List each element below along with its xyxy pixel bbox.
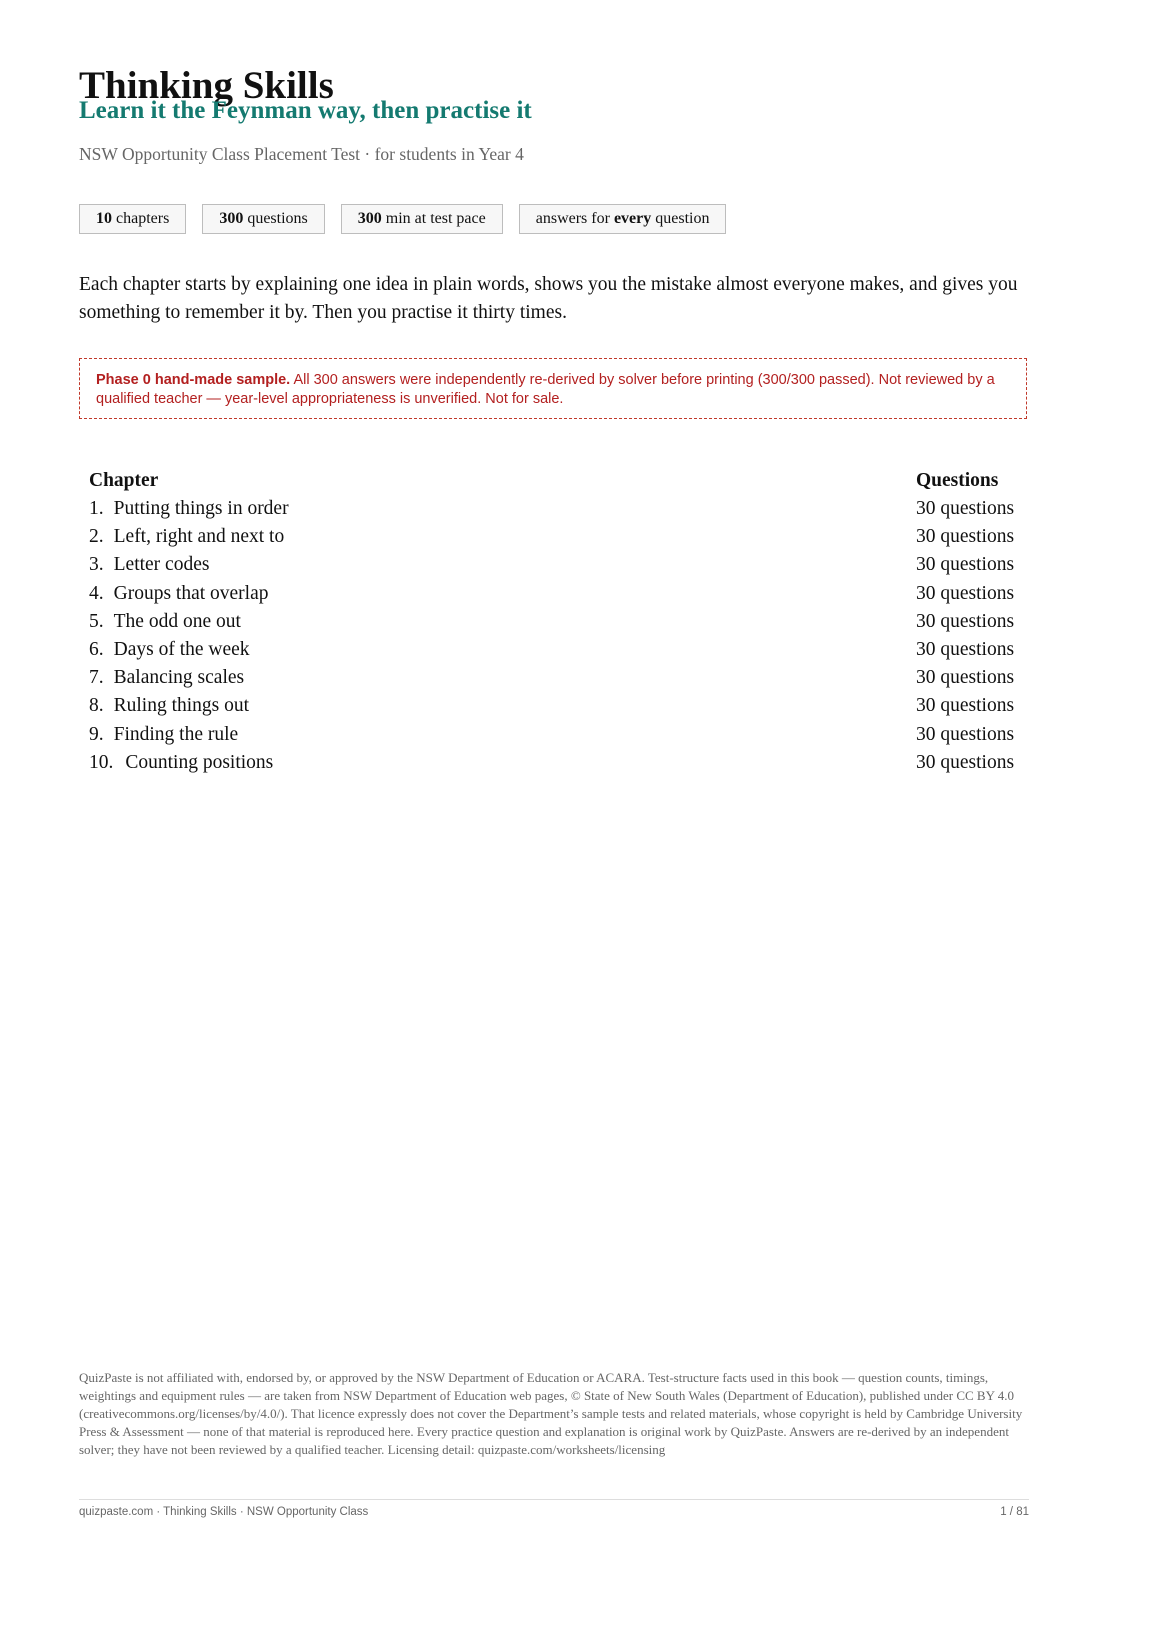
chapter-number: 8. (89, 695, 104, 717)
chapter-row (89, 495, 1020, 523)
chapter-entry (89, 664, 244, 692)
chapter-entry (89, 551, 209, 579)
chapter-title: Ruling things out (113, 695, 250, 717)
page-subtitle: Learn it the Feynman way, then practise it (79, 97, 532, 124)
chapter-entry (89, 608, 241, 636)
stat-chapters-value: 10 (96, 210, 112, 227)
chapter-row (89, 692, 1020, 720)
chapter-question-count: 30 questions (916, 610, 1015, 632)
chapter-number: 3. (89, 554, 104, 576)
chapter-row (89, 749, 1020, 777)
chapter-entry (89, 721, 238, 749)
stat-chapters-label: chapters (112, 210, 170, 227)
stat-answers-after: question (651, 210, 710, 227)
page-number: 1 / 81 (1000, 1506, 1029, 1518)
chapter-entry (89, 523, 284, 551)
chapter-entry (89, 495, 289, 523)
chapter-row (89, 608, 1020, 636)
chapter-title: Putting things in order (113, 498, 289, 519)
chapter-question-count: 30 questions (916, 526, 1015, 548)
chapter-number: 7. (89, 667, 104, 689)
chapter-title: Letter codes (113, 554, 210, 576)
stat-answers (519, 204, 727, 234)
stat-chapters (79, 204, 186, 234)
stat-questions-label: questions (243, 210, 308, 227)
tagline: NSW Opportunity Class Placement Test · for students in Year 4 (79, 144, 524, 164)
notice-text: All 300 answers were independently re-derived by solver before printing (300/300 passed). Not reviewed by a qualified teacher — year-level appropriateness is unverified. Not for sale. (96, 372, 995, 407)
chapter-title: Finding the rule (113, 723, 239, 745)
chapter-question-count: 30 questions (916, 554, 1015, 576)
chapter-entry (89, 692, 249, 720)
stat-questions (202, 204, 324, 234)
intro-paragraph: Each chapter starts by explaining one idea in plain words, shows you the mistake almost everyone makes, and gives you something to remember it by. Then you practise it thirty times. (79, 274, 1018, 323)
chapter-question-count: 30 questions (916, 751, 1015, 773)
stat-answers-emphasis: every (613, 210, 652, 227)
questions-column-header: Questions (916, 470, 999, 491)
chapter-number: 6. (89, 638, 104, 660)
chapter-list (89, 467, 1020, 777)
chapter-question-count: 30 questions (916, 667, 1015, 689)
chapter-entry (89, 636, 250, 664)
notice-heading: Phase 0 hand-made sample. (96, 372, 291, 388)
chapter-column-header: Chapter (89, 470, 159, 491)
stat-minutes-label: min at test pace (381, 210, 486, 227)
page-title: Thinking Skills (79, 64, 334, 107)
chapter-row (89, 551, 1020, 579)
chapter-title: Groups that overlap (113, 582, 269, 604)
document-page (79, 0, 1029, 1638)
chapter-question-count: 30 questions (916, 498, 1015, 519)
stat-minutes-value: 300 (357, 210, 382, 227)
footer-divider (79, 1499, 1029, 1500)
chapter-title: Days of the week (113, 638, 250, 660)
chapter-list-header (89, 467, 1020, 495)
stat-questions-value: 300 (219, 210, 244, 227)
chapter-title: Balancing scales (113, 667, 245, 689)
chapter-question-count: 30 questions (916, 638, 1015, 660)
chapter-entry (89, 580, 269, 608)
chapter-row (89, 721, 1020, 749)
chapter-title: Counting positions (125, 751, 274, 773)
chapter-number: 1. (89, 498, 104, 519)
chapter-number: 4. (89, 582, 104, 604)
chapter-title: The odd one out (113, 610, 241, 632)
legal-disclaimer: QuizPaste is not affiliated with, endorsed by, or approved by the NSW Department of Education or ACARA. Test-structure facts used in this book — question counts, timings, weightings and equipment rules — are taken from NSW Department of Education web pages, © State of New South Wales (Department of Education), published under CC BY 4.0 (creativecommons.org/licenses/by/4.0/). That licence expressly does not cover the Department’s sample tests and related materials, whose copyright is held by Cambridge University Press & Assessment — none of that material is reproduced here. Every practice question and explanation is original work by QuizPaste. Answers are re-derived by an independent solver; they have not been reviewed by a qualified teacher. Licensing detail: quizpaste.com/worksheets/licensing (79, 1370, 1023, 1457)
chapter-number: 5. (89, 610, 104, 632)
chapter-number: 2. (89, 526, 104, 548)
chapter-number: 9. (89, 723, 104, 745)
stat-minutes (341, 204, 503, 234)
chapter-entry (89, 749, 273, 777)
footer-source: quizpaste.com · Thinking Skills · NSW Opportunity Class (79, 1506, 369, 1518)
chapter-row (89, 664, 1020, 692)
chapter-title: Left, right and next to (113, 526, 285, 548)
chapter-question-count: 30 questions (916, 582, 1015, 604)
chapter-question-count: 30 questions (916, 723, 1015, 745)
stat-answers-before: answers for (535, 210, 614, 227)
stats-row (79, 204, 726, 234)
chapter-row (89, 523, 1020, 551)
chapter-row (89, 580, 1020, 608)
chapter-row (89, 636, 1020, 664)
chapter-question-count: 30 questions (916, 695, 1015, 717)
chapter-number: 10. (89, 751, 114, 773)
sample-notice (79, 358, 1027, 419)
